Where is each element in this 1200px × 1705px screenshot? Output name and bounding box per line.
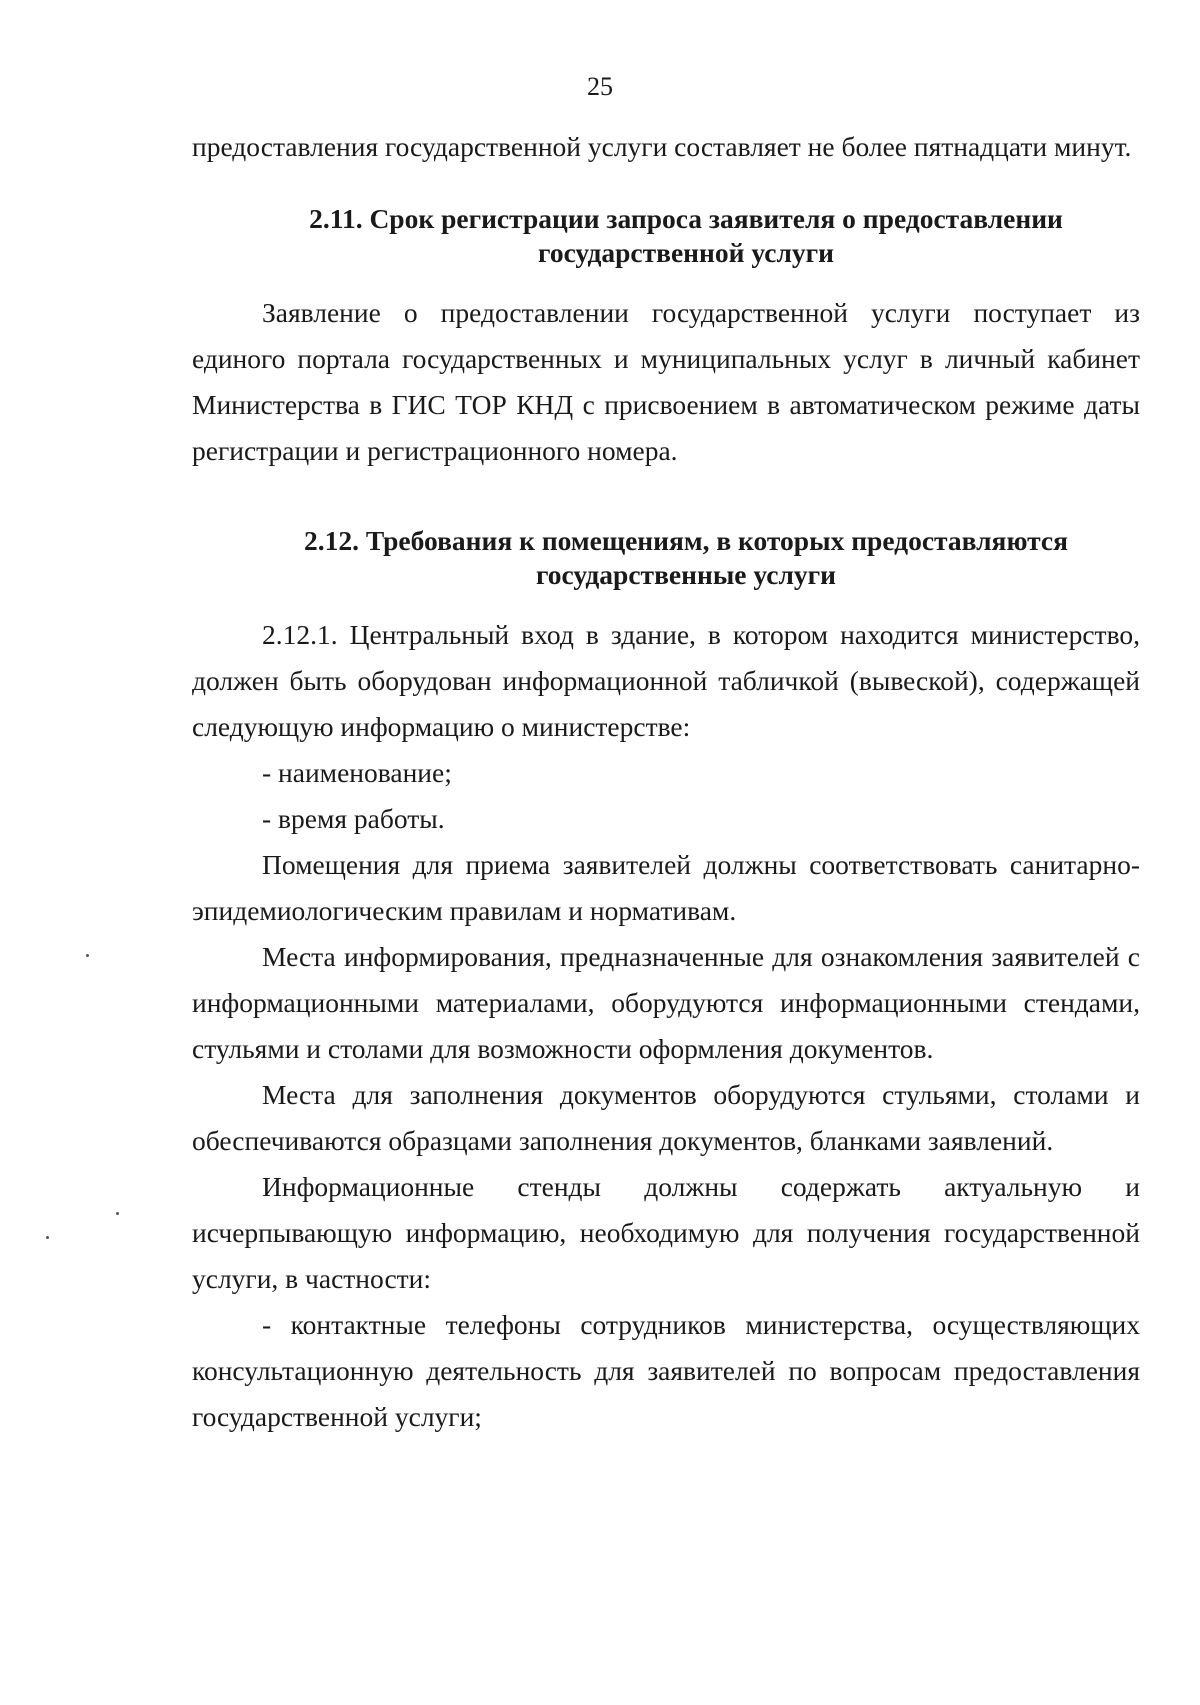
list-item: - наименование; bbox=[262, 757, 452, 788]
paragraph-info-places: Места информирования, предназначенные для ознакомления заявителей с информационными материалами, оборудуются информационными стендами, стульями и столами для возможности оформления документов. bbox=[192, 941, 1140, 1064]
paragraph-entrance: 2.12.1. Центральный вход в здание, в котором находится министерство, должен быть оборудован информационной табличкой (вывеской), содержащей следующую информацию о министерстве: bbox=[192, 619, 1140, 742]
heading-line: государственной услуги bbox=[538, 237, 834, 268]
heading-line: 2.12. Требования к помещениям, в которых предоставляются bbox=[303, 525, 1069, 556]
list-item: - время работы. bbox=[262, 803, 445, 834]
paragraph-filling-places: Места для заполнения документов оборудуются стульями, столами и обеспечиваются образцами заполнения документов, бланками заявлений. bbox=[192, 1079, 1140, 1156]
scan-speck bbox=[46, 1236, 49, 1239]
section-heading-2-12 bbox=[192, 524, 1140, 592]
section-heading-2-11 bbox=[192, 202, 1140, 270]
scan-speck bbox=[116, 1212, 119, 1215]
paragraph-premises: Помещения для приема заявителей должны соответствовать санитарно-эпидемиологическим правилам и нормативам. bbox=[192, 849, 1140, 926]
page-content bbox=[192, 124, 1140, 1440]
paragraph-info-stands: Информационные стенды должны содержать актуальную и исчерпывающую информацию, необходимую для получения государственной услуги, в частности: bbox=[192, 1171, 1140, 1294]
heading-line: 2.11. Срок регистрации запроса заявителя о предоставлении bbox=[309, 203, 1063, 234]
heading-line: государственные услуги bbox=[535, 559, 836, 590]
scan-speck bbox=[86, 954, 89, 957]
page-number: 25 bbox=[587, 72, 613, 101]
list-item: - контактные телефоны сотрудников министерства, осуществляющих консультационную деятельность для заявителей по вопросам предоставления государственной услуги; bbox=[192, 1309, 1140, 1432]
paragraph-continuation: предоставления государственной услуги составляет не более пятнадцати минут. bbox=[192, 131, 1132, 162]
paragraph-registration: Заявление о предоставлении государственной услуги поступает из единого портала государственных и муниципальных услуг в личный кабинет Министерства в ГИС ТОР КНД с присвоением в автоматическом режиме даты регистрации и регистрационного номера. bbox=[192, 297, 1140, 466]
